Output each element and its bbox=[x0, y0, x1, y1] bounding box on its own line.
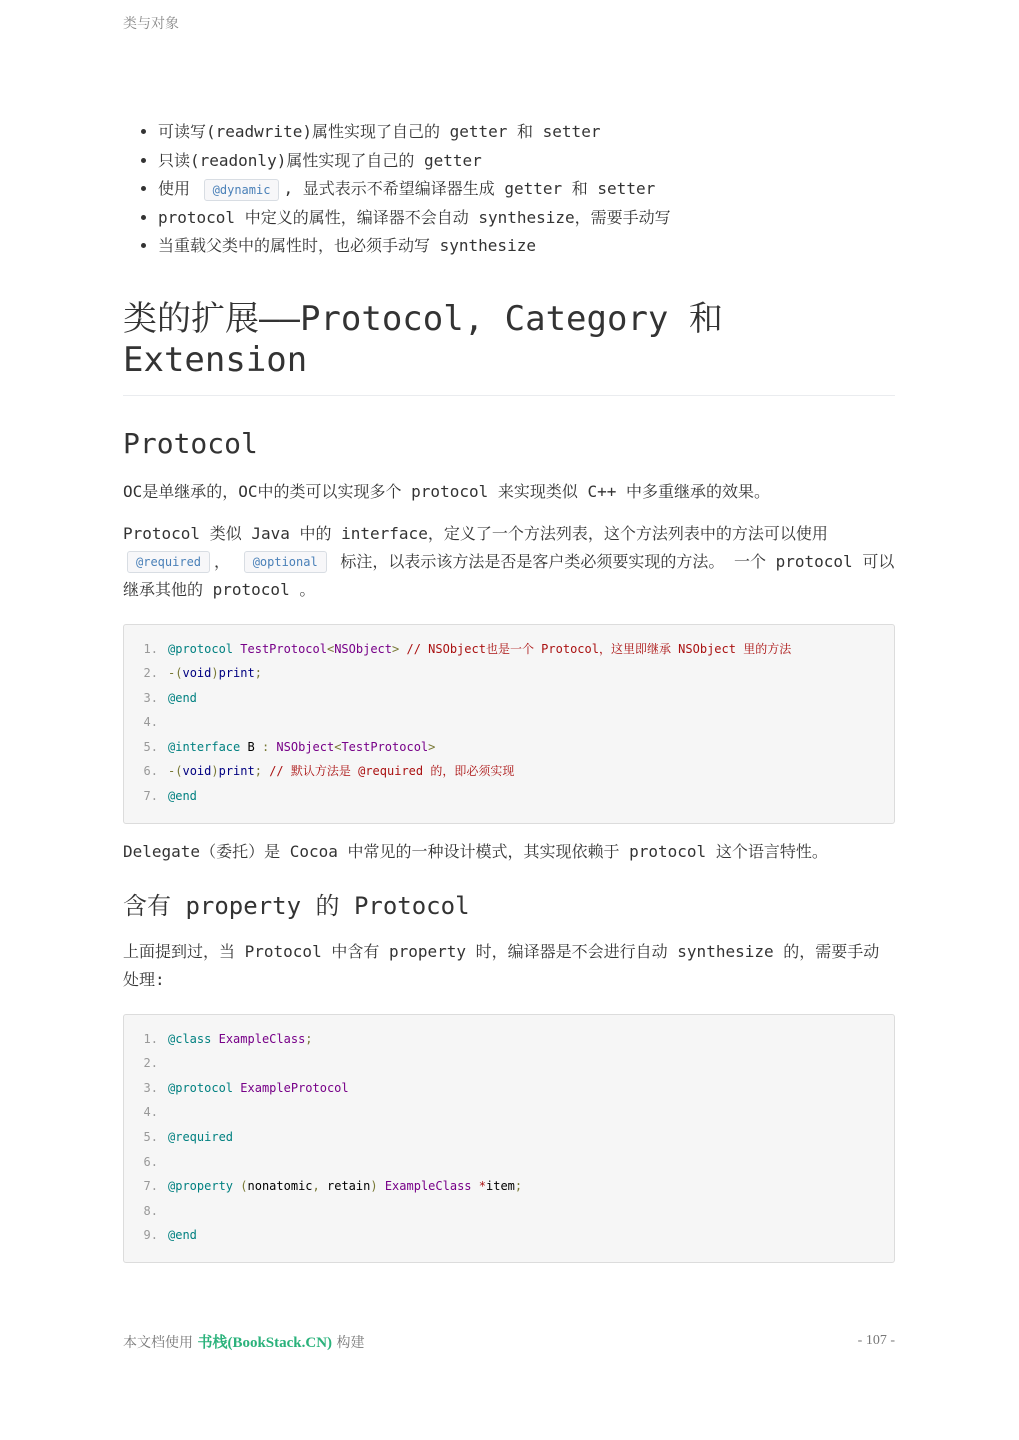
code-line: 5. @required bbox=[124, 1125, 894, 1150]
code-line: 2. -(void)print; bbox=[124, 661, 894, 686]
bookstack-link[interactable]: 书栈(BookStack.CN) bbox=[197, 1335, 333, 1351]
code-line: 6. -(void)print; // 默认方法是 @required 的，即必须实现 bbox=[124, 759, 894, 784]
line-number: 6. bbox=[143, 1154, 158, 1169]
main-content bbox=[123, 118, 895, 1263]
list-item: • 只读(readonly)属性实现了自己的 getter bbox=[158, 147, 895, 176]
code-line: 5. @interface B : NSObject<TestProtocol> bbox=[124, 735, 894, 760]
list-item-text: , 显式表示不希望编译器生成 getter 和 setter bbox=[283, 179, 656, 198]
line-number: 1. bbox=[143, 641, 158, 656]
paragraph-text: ， bbox=[214, 551, 231, 571]
section-title: 类的扩展——Protocol, Category 和 Extension bbox=[123, 299, 895, 396]
page-number: - 107 - bbox=[857, 1333, 895, 1348]
code-line bbox=[124, 1199, 894, 1224]
line-number: 1. bbox=[143, 1031, 158, 1046]
inline-code: @dynamic bbox=[204, 179, 280, 201]
code-line bbox=[124, 710, 894, 735]
property-rules-list bbox=[123, 118, 895, 261]
running-header: 类与对象 bbox=[123, 16, 179, 32]
line-number: 5. bbox=[143, 739, 158, 754]
inline-code: @required bbox=[127, 551, 210, 573]
line-number: 2. bbox=[143, 666, 158, 681]
line-number: 4. bbox=[143, 1105, 158, 1120]
line-number: 2. bbox=[143, 1056, 158, 1071]
line-number: 7. bbox=[143, 1179, 158, 1194]
list-item: • 可读写(readwrite)属性实现了自己的 getter 和 setter bbox=[158, 118, 895, 147]
code-line: 3. @end bbox=[124, 686, 894, 711]
paragraph bbox=[123, 520, 895, 604]
code-line: 9. @end bbox=[124, 1223, 894, 1248]
paragraph-text: 标注，以表示该方法是否是客户类必须要实现的方法。 一个 protocol 可以继承其他的 protocol 。 bbox=[123, 551, 895, 599]
list-item: • protocol 中定义的属性，编译器不会自动 synthesize，需要手动写 bbox=[158, 204, 895, 233]
subsection-title: Protocol bbox=[123, 426, 258, 460]
line-number: 3. bbox=[143, 1080, 158, 1095]
paragraph: 上面提到过，当 Protocol 中含有 property 时，编译器是不会进行自动 synthesize 的，需要手动处理: bbox=[123, 941, 880, 989]
code-block bbox=[123, 1014, 895, 1263]
code-line: 7. @property (nonatomic, retain) ExampleClass *item; bbox=[124, 1174, 894, 1199]
code-line bbox=[124, 1100, 894, 1125]
paragraph-text: Protocol 类似 Java 中的 interface，定义了一个方法列表，这个方法列表中的方法可以使用 bbox=[123, 523, 828, 543]
line-number: 9. bbox=[143, 1228, 158, 1243]
paragraph: OC是单继承的，OC中的类可以实现多个 protocol 来实现类似 C++ 中多重继承的效果。 bbox=[123, 481, 771, 501]
code-line: 1. @class ExampleClass; bbox=[124, 1027, 894, 1052]
code-line bbox=[124, 1051, 894, 1076]
paragraph: Delegate（委托）是 Cocoa 中常见的一种设计模式，其实现依赖于 protocol 这个语言特性。 bbox=[123, 841, 828, 861]
list-item-text: 使用 bbox=[158, 179, 191, 198]
list-item: • 当重载父类中的属性时，也必须手动写 synthesize bbox=[158, 232, 895, 261]
footer-text: 本文档使用 bbox=[123, 1335, 193, 1351]
footer-text: 构建 bbox=[336, 1335, 365, 1351]
code-line: 3. @protocol ExampleProtocol bbox=[124, 1076, 894, 1101]
line-number: 7. bbox=[143, 789, 158, 804]
line-number: 5. bbox=[143, 1130, 158, 1145]
footer-credit bbox=[123, 1331, 365, 1352]
code-line: 1. @protocol TestProtocol<NSObject> // NSObject也是一个 Protocol，这里即继承 NSObject 里的方法 bbox=[124, 637, 894, 662]
code-block bbox=[123, 624, 895, 824]
line-number: 6. bbox=[143, 764, 158, 779]
code-line: 7. @end bbox=[124, 784, 894, 809]
line-number: 4. bbox=[143, 715, 158, 730]
subsection-title: 含有 property 的 Protocol bbox=[123, 891, 470, 920]
line-number: 8. bbox=[143, 1203, 158, 1218]
inline-code: @optional bbox=[244, 551, 327, 573]
code-line bbox=[124, 1150, 894, 1175]
line-number: 3. bbox=[143, 690, 158, 705]
list-item bbox=[158, 175, 895, 204]
